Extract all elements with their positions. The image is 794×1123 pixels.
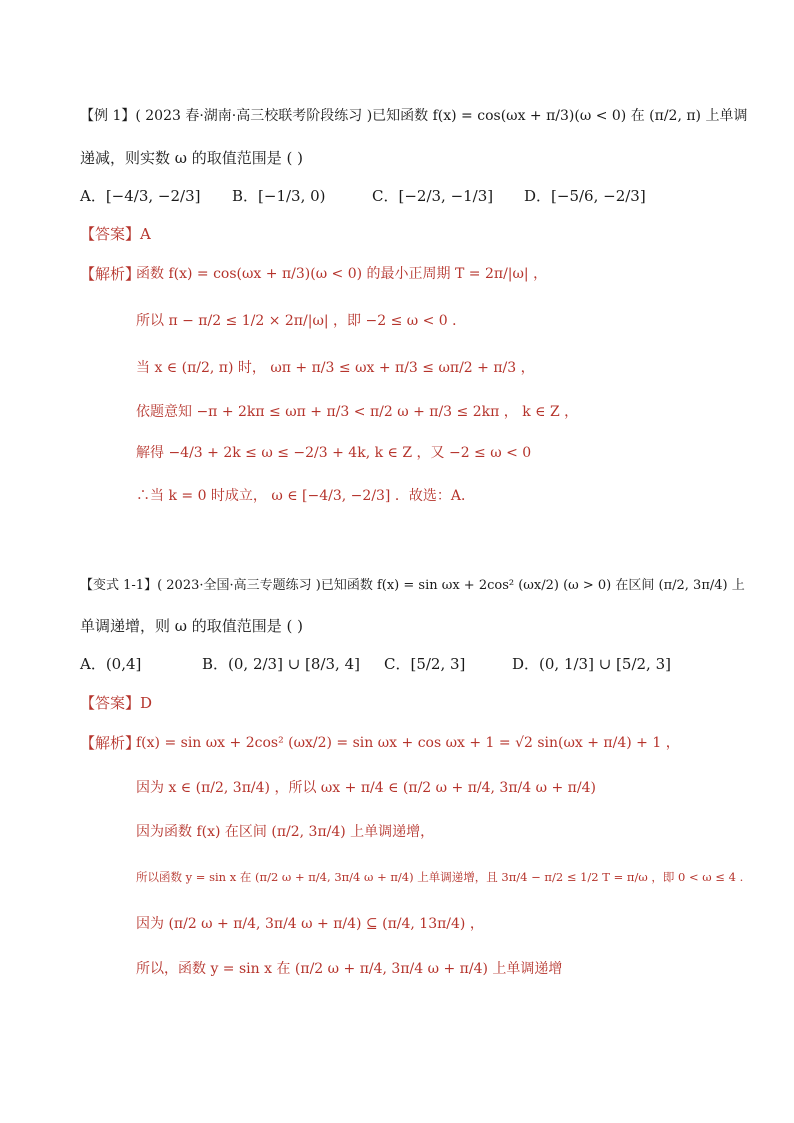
- variant-1-1-solution-step-1: f(x) = sin ωx + 2cos² (ωx/2) = sin ωx + cos ωx + 1 = √2 sin(ωx + π/4) + 1 ，: [136, 735, 680, 751]
- example-1-answer: [80, 224, 151, 244]
- example-1-option-b: B．[−1/3, 0): [232, 187, 326, 205]
- variant-1-1-solution-step-5: 因为 (π/2 ω + π/4, 3π/4 ω + π/4) ⊆ (π/4, 13π/4) ，: [136, 916, 484, 932]
- variant-1-1-question-line-2: 单调递增，则 ω 的取值范围是 ( ): [80, 617, 304, 635]
- analysis-label: 【解析】: [80, 265, 141, 283]
- variant-1-1-option-a: A．(0,4]: [80, 655, 142, 673]
- answer-value: D: [140, 694, 153, 712]
- variant-1-1-solution-step-4: 所以函数 y = sin x 在 (π/2 ω + π/4, 3π/4 ω + π/4) 上单调递增，且 3π/4 − π/2 ≤ 1/2 T = π/ω ，即 0 < ω ≤ 4 .: [136, 870, 744, 884]
- answer-label: 【答案】: [80, 694, 141, 712]
- variant-1-1-solution-step-2: 因为 x ∈ (π/2, 3π/4) ，所以 ωx + π/4 ∈ (π/2 ω + π/4, 3π/4 ω + π/4): [136, 780, 596, 796]
- variant-1-1-option-b: B．(0, 2/3] ∪ [8/3, 4]: [202, 655, 360, 673]
- example-1-option-d: D．[−5/6, −2/3]: [524, 187, 646, 205]
- variant-1-1-option-c: C．[5/2, 3]: [384, 655, 466, 673]
- variant-1-1-solution-step-3: 因为函数 f(x) 在区间 (π/2, 3π/4) 上单调递增，: [136, 824, 435, 840]
- answer-value: A: [140, 225, 151, 243]
- example-1-solution-step-1: 函数 f(x) = cos(ωx + π/3)(ω < 0) 的最小正周期 T = 2π/|ω| ，: [136, 266, 548, 282]
- example-1-solution-step-2: 所以 π − π/2 ≤ 1/2 × 2π/|ω| ，即 −2 ≤ ω < 0 ．: [136, 313, 467, 329]
- analysis-label: 【解析】: [80, 734, 141, 752]
- example-1-analysis-label: [80, 264, 140, 284]
- variant-1-1-analysis-label: [80, 733, 140, 753]
- example-1-solution-step-4: 依题意知 −π + 2kπ ≤ ωπ + π/3 < π/2 ω + π/3 ≤ 2kπ ， k ∈ Z ，: [136, 404, 579, 420]
- variant-1-1-solution-step-6: 所以，函数 y = sin x 在 (π/2 ω + π/4, 3π/4 ω + π/4) 上单调递增: [136, 961, 563, 977]
- example-1-question-line-1: 【例 1】( 2023 春·湖南·高三校联考阶段练习 )已知函数 f(x) = cos(ωx + π/3)(ω < 0) 在 (π/2, π) 上单调: [80, 108, 748, 124]
- example-1-solution-step-3: 当 x ∈ (π/2, π) 时， ωπ + π/3 ≤ ωx + π/3 ≤ ωπ/2 + π/3 ，: [136, 360, 535, 376]
- example-1-question-line-2: 递减，则实数 ω 的取值范围是 ( ): [80, 149, 304, 167]
- example-1-option-c: C．[−2/3, −1/3]: [372, 187, 494, 205]
- example-1-solution-step-5: 解得 −4/3 + 2k ≤ ω ≤ −2/3 + 4k, k ∈ Z ，又 −2 ≤ ω < 0: [136, 445, 532, 461]
- example-1-solution-step-6: ∴当 k = 0 时成立， ω ∈ [−4/3, −2/3] ．故选：A．: [136, 488, 475, 504]
- example-1-option-a: A．[−4/3, −2/3]: [80, 187, 201, 205]
- answer-label: 【答案】: [80, 225, 141, 243]
- variant-1-1-option-d: D．(0, 1/3] ∪ [5/2, 3]: [512, 655, 671, 673]
- variant-1-1-answer: [80, 693, 152, 713]
- variant-1-1-question-line-1: 【变式 1-1】( 2023·全国·高三专题练习 )已知函数 f(x) = sin ωx + 2cos² (ωx/2) (ω > 0) 在区间 (π/2, 3π/4) 上: [80, 578, 745, 593]
